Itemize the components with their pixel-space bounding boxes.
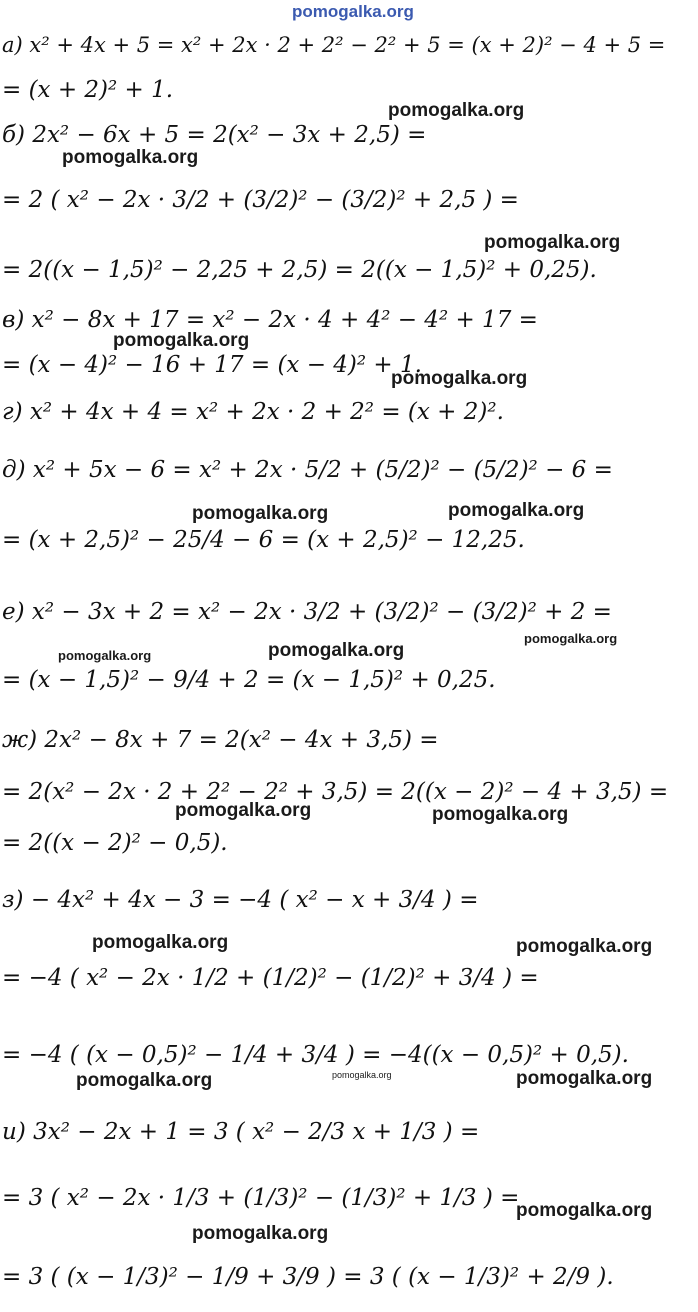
line-d1: д) x² + 5x − 6 = x² + 2x · 5/2 + (5/2)² − (5/2)² − 6 =: [2, 457, 613, 483]
watermark: pomogalka.org: [76, 1070, 213, 1091]
line-a2: = (x + 2)² + 1.: [2, 77, 174, 103]
watermark: pomogalka.org: [192, 503, 329, 524]
line-zh3: = 2((x − 2)² − 0,5).: [2, 830, 228, 856]
watermark: pomogalka.org: [62, 147, 199, 168]
watermark: pomogalka.org: [516, 936, 653, 957]
line-z3: = −4 ( (x − 0,5)² − 1/4 + 3/4 ) = −4((x − 0,5)² + 0,5).: [2, 1042, 629, 1068]
watermark-top: pomogalka.org: [292, 2, 414, 21]
watermark: pomogalka.org: [432, 804, 569, 825]
watermark: pomogalka.org: [92, 932, 229, 953]
line-b1: б) 2x² − 6x + 5 = 2(x² − 3x + 2,5) =: [2, 122, 427, 148]
line-zh2: = 2(x² − 2x · 2 + 2² − 2² + 3,5) = 2((x − 2)² − 4 + 3,5) =: [2, 779, 669, 805]
watermark: pomogalka.org: [516, 1068, 653, 1089]
line-e2: = (x − 1,5)² − 9/4 + 2 = (x − 1,5)² + 0,25.: [2, 667, 496, 693]
line-z1: з) − 4x² + 4x − 3 = −4 ( x² − x + 3/4 ) =: [2, 887, 479, 913]
watermark: pomogalka.org: [192, 1223, 329, 1244]
line-a1: а) x² + 4x + 5 = x² + 2x · 2 + 2² − 2² + 5 = (x + 2)² − 4 + 5 =: [2, 33, 666, 57]
line-b2: = 2 ( x² − 2x · 3/2 + (3/2)² − (3/2)² + 2,5 ) =: [2, 187, 519, 213]
watermark: pomogalka.org: [516, 1200, 653, 1221]
watermark: pomogalka.org: [332, 1070, 392, 1080]
line-v1: в) x² − 8x + 17 = x² − 2x · 4 + 4² − 4² + 17 =: [2, 307, 538, 333]
watermark: pomogalka.org: [268, 640, 405, 661]
line-i2: = 3 ( x² − 2x · 1/3 + (1/3)² − (1/3)² + 1/3 ) =: [2, 1185, 520, 1211]
watermark: pomogalka.org: [58, 648, 152, 663]
line-d2: = (x + 2,5)² − 25/4 − 6 = (x + 2,5)² − 12,25.: [2, 527, 525, 553]
watermark: pomogalka.org: [391, 368, 528, 389]
line-i3: = 3 ( (x − 1/3)² − 1/9 + 3/9 ) = 3 ( (x − 1/3)² + 2/9 ).: [2, 1264, 614, 1290]
watermark: pomogalka.org: [113, 330, 250, 351]
watermark: pomogalka.org: [484, 232, 621, 253]
line-v2: = (x − 4)² − 16 + 17 = (x − 4)² + 1.: [2, 352, 422, 378]
watermark: pomogalka.org: [175, 800, 312, 821]
line-i1: и) 3x² − 2x + 1 = 3 ( x² − 2/3 x + 1/3 ) =: [2, 1119, 480, 1145]
line-g1: г) x² + 4x + 4 = x² + 2x · 2 + 2² = (x + 2)².: [2, 399, 504, 425]
line-zh1: ж) 2x² − 8x + 7 = 2(x² − 4x + 3,5) =: [2, 727, 439, 753]
watermark: pomogalka.org: [388, 100, 525, 121]
line-z2: = −4 ( x² − 2x · 1/2 + (1/2)² − (1/2)² + 3/4 ) =: [2, 965, 539, 991]
watermark: pomogalka.org: [448, 500, 585, 521]
line-b3: = 2((x − 1,5)² − 2,25 + 2,5) = 2((x − 1,5)² + 0,25).: [2, 257, 597, 283]
line-e1: е) x² − 3x + 2 = x² − 2x · 3/2 + (3/2)² − (3/2)² + 2 =: [2, 599, 612, 625]
watermark: pomogalka.org: [524, 631, 618, 646]
